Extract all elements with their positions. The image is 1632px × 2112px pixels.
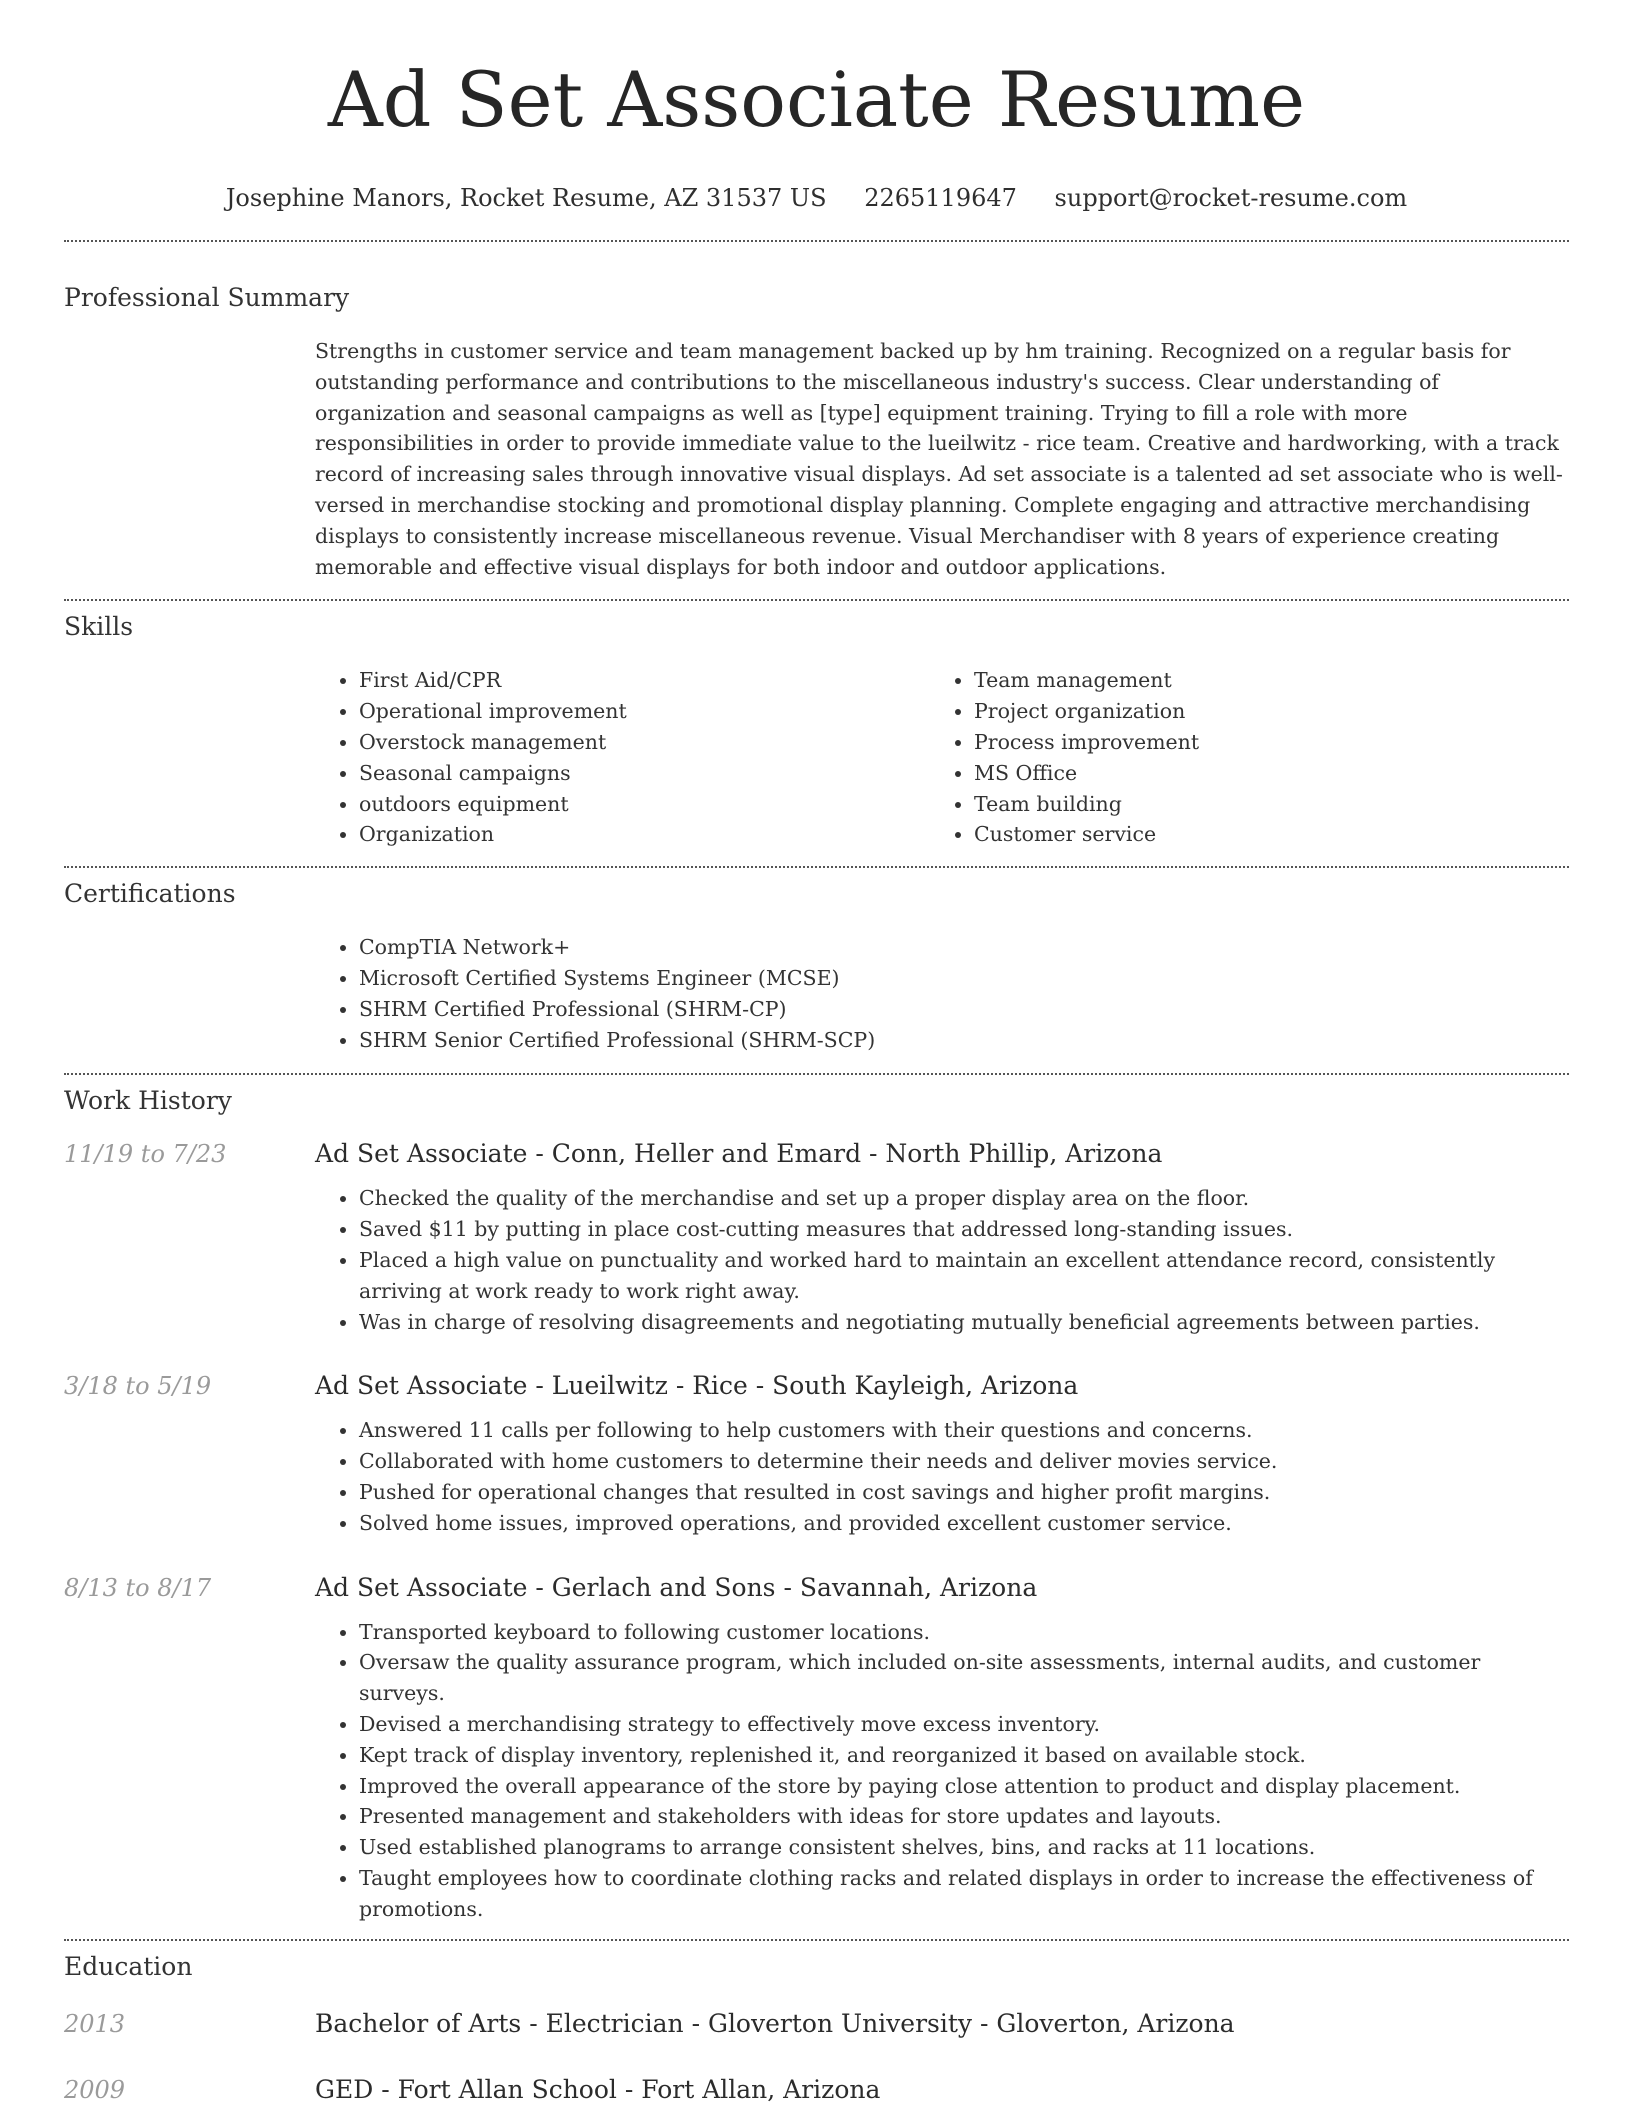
job-entry [64, 1369, 1569, 1538]
skill-item: • MS Office [974, 758, 1545, 789]
resume-page [64, 0, 1569, 2107]
job-bullet: • Oversaw the quality assurance program, which included on-site assessments, internal audits, and customer surveys. [359, 1647, 1569, 1709]
education-heading-text: Bachelor of Arts - Electrician - Gloverton University - Gloverton, Arizona [315, 2009, 1235, 2039]
skill-item: • outdoors equipment [359, 789, 930, 820]
contact-phone: 2265119647 [864, 184, 1017, 212]
work-history-section [64, 1085, 1569, 1924]
section-divider [64, 866, 1569, 868]
certifications-section [64, 878, 1569, 1055]
certification-item: • SHRM Certified Professional (SHRM-CP) [359, 994, 1569, 1025]
summary-section [64, 282, 1569, 582]
job-dates: 11/19 to 7/23 [64, 1140, 227, 1169]
section-divider [64, 1073, 1569, 1075]
job-bullet: • Checked the quality of the merchandise and set up a proper display area on the floor. [359, 1183, 1569, 1214]
job-bullet: • Placed a high value on punctuality and worked hard to maintain an excellent attendance record, consistently arriving at work ready to work right away. [359, 1245, 1569, 1307]
work-history-heading: Work History [64, 1086, 232, 1116]
summary-heading: Professional Summary [64, 283, 350, 312]
education-section [64, 1951, 1569, 2107]
job-bullet: • Answered 11 calls per following to help customers with their questions and concerns. [359, 1415, 1569, 1446]
certification-item: • SHRM Senior Certified Professional (SHRM-SCP) [359, 1025, 1569, 1056]
job-bullet: • Improved the overall appearance of the store by paying close attention to product and display placement. [359, 1771, 1569, 1802]
education-year: 2013 [64, 2010, 126, 2039]
section-divider [64, 599, 1569, 601]
education-heading-text: GED - Fort Allan School - Fort Allan, Arizona [315, 2075, 881, 2105]
job-bullet: • Used established planograms to arrange consistent shelves, bins, and racks at 11 locations. [359, 1832, 1569, 1863]
job-bullet: • Taught employees how to coordinate clothing racks and related displays in order to increase the effectiveness of promotions. [359, 1863, 1569, 1925]
section-divider [64, 1939, 1569, 1941]
certification-item: • Microsoft Certified Systems Engineer (MCSE) [359, 963, 1569, 994]
skill-item: • Operational improvement [359, 696, 930, 727]
contact-email: support@rocket-resume.com [1054, 184, 1408, 212]
job-bullet: • Solved home issues, improved operations, and provided excellent customer service. [359, 1508, 1569, 1539]
skill-item: • Customer service [974, 819, 1545, 850]
section-divider [64, 240, 1569, 242]
education-entry [64, 2073, 1569, 2107]
job-bullet: • Saved $11 by putting in place cost-cutting measures that addressed long-standing issues. [359, 1214, 1569, 1245]
job-heading: Ad Set Associate - Lueilwitz - Rice - South Kayleigh, Arizona [315, 1371, 1079, 1401]
skills-column-right [930, 665, 1545, 850]
education-entry [64, 2007, 1569, 2041]
certification-item: • CompTIA Network+ [359, 932, 1569, 963]
skill-item: • Team building [974, 789, 1545, 820]
contact-address: Josephine Manors, Rocket Resume, AZ 31537 US [225, 184, 827, 212]
resume-title: Ad Set Associate Resume [327, 55, 1306, 144]
skill-item: • Team management [974, 665, 1545, 696]
skills-section [64, 611, 1569, 850]
job-bullet: • Transported keyboard to following customer locations. [359, 1617, 1569, 1648]
summary-text: Strengths in customer service and team management backed up by hm training. Recognized on a regular basis for outstanding performance and contributions to the miscellaneous industry's success. Clear understanding of organization and seasonal campaigns as well as [type] equipment training. Trying to fill a role with more responsibilities in order to provide immediate value to the lueilwitz - rice team. Creative and hardworking, with a track record of increasing sales through innovative visual displays. Ad set associate is a talented ad set associate who is well-versed in merchandise stocking and promotional display planning. Complete engaging and attractive merchandising displays to consistently increase miscellaneous revenue. Visual Merchandiser with 8 years of experience creating memorable and effective visual displays for both indoor and outdoor applications. [315, 339, 1563, 579]
job-dates: 3/18 to 5/19 [64, 1372, 212, 1401]
job-bullet: • Kept track of display inventory, replenished it, and reorganized it based on available stock. [359, 1740, 1569, 1771]
skill-item: • Process improvement [974, 727, 1545, 758]
job-bullet: • Collaborated with home customers to determine their needs and deliver movies service. [359, 1446, 1569, 1477]
education-heading: Education [64, 1952, 193, 1982]
skill-item: • Project organization [974, 696, 1545, 727]
skills-heading: Skills [64, 612, 134, 642]
job-heading: Ad Set Associate - Conn, Heller and Emard - North Phillip, Arizona [315, 1139, 1163, 1169]
skill-item: • Organization [359, 819, 930, 850]
job-bullet: • Was in charge of resolving disagreements and negotiating mutually beneficial agreements between parties. [359, 1307, 1569, 1338]
job-entry [64, 1137, 1569, 1337]
contact-line [64, 182, 1569, 214]
skill-item: • Overstock management [359, 727, 930, 758]
certifications-heading: Certifications [64, 879, 236, 909]
skills-column-left [315, 665, 930, 850]
job-heading: Ad Set Associate - Gerlach and Sons - Savannah, Arizona [315, 1572, 1038, 1602]
job-bullet: • Devised a merchandising strategy to effectively move excess inventory. [359, 1709, 1569, 1740]
skill-item: • Seasonal campaigns [359, 758, 930, 789]
education-year: 2009 [64, 2076, 126, 2105]
job-bullet: • Pushed for operational changes that resulted in cost savings and higher profit margins. [359, 1477, 1569, 1508]
job-bullet: • Presented management and stakeholders with ideas for store updates and layouts. [359, 1801, 1569, 1832]
job-entry [64, 1571, 1569, 1925]
skill-item: • First Aid/CPR [359, 665, 930, 696]
job-dates: 8/13 to 8/17 [64, 1573, 212, 1602]
